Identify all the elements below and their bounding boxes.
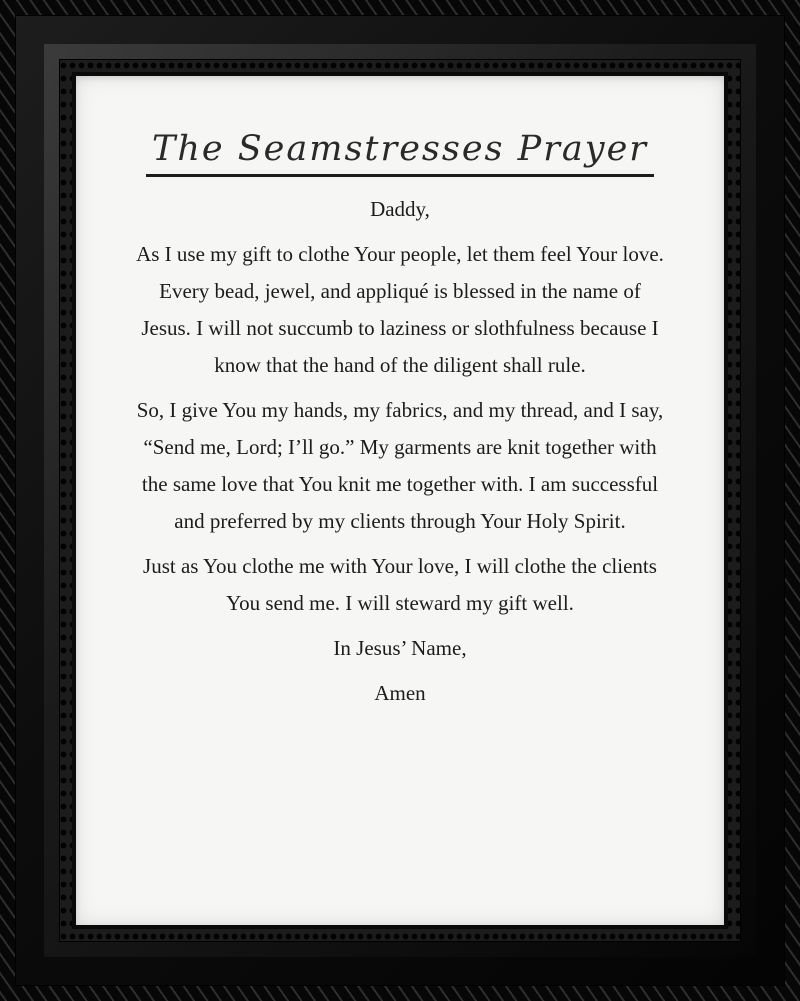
prayer-closing: In Jesus’ Name,: [333, 636, 467, 660]
prayer-paper: [76, 76, 724, 925]
prayer-amen: Amen: [374, 681, 426, 705]
picture-frame-bead-lip: [59, 59, 741, 942]
prayer-paragraph-2: So, I give You my hands, my fabrics, and my thread, and I say, “Send me, Lord; I’ll go.” My garments are knit together with the same love that You knit me together with. I am successful and preferred by my clients through Your Holy Spirit.: [136, 398, 664, 533]
picture-frame-rabbet-shadow: [72, 72, 728, 929]
prayer-title: The Seamstresses Prayer: [146, 128, 654, 177]
picture-frame-flat-band: [15, 15, 785, 986]
prayer-paragraph-3: Just as You clothe me with Your love, I will clothe the clients You send me. I will steward my gift well.: [143, 554, 657, 615]
picture-frame-bevel: [44, 44, 756, 957]
prayer-salutation: Daddy,: [370, 197, 430, 221]
prayer-paragraph-1: As I use my gift to clothe Your people, let them feel Your love. Every bead, jewel, and appliqué is blessed in the name of Jesus. I will not succumb to laziness or slothfulness because I know that the hand of the diligent shall rule.: [136, 242, 664, 377]
